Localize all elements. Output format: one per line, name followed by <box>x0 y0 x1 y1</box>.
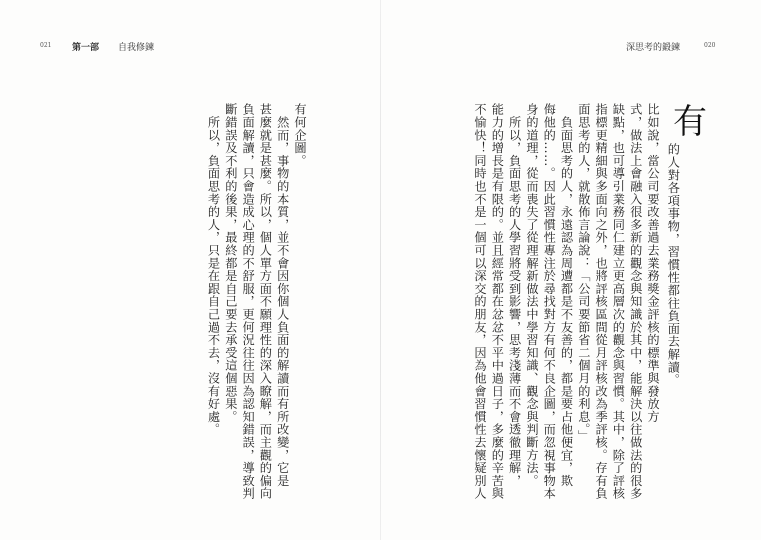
left-chapter-title: 自我修鍊 <box>118 43 155 53</box>
text-column: 有何企圖。 <box>293 103 307 167</box>
right-chapter-title: 深思考的鍛鍊 <box>626 43 681 53</box>
text-column: 指標更精細與多面向之外，也將評核區間從月評核改為季評核。存有負 <box>594 103 609 500</box>
right-page-number: 020 <box>704 42 716 49</box>
text-column: 面思考的人，就散佈言論說：「公司要節省二個月的利息。」 <box>576 103 591 443</box>
text-column: 所以，負面思考的人，只是在跟自己過不去，沒有好處。 <box>206 103 221 436</box>
text-column: 斷錯誤及不利的後果，最終都是自己要去承受這個惡果。 <box>223 103 238 423</box>
text-column: 式，做法上會融入很多新的觀念與知識於其中，能解決以往做法的很多 <box>628 103 643 500</box>
left-part-label: 第一部 <box>72 43 100 53</box>
left-page-body <box>188 103 308 500</box>
text-column: 比如說，當公司要改善過去業務獎金評核的標準與發放方 <box>646 103 660 423</box>
text-column: 負面解讀，只會造成心理的不舒服，更何況往往因為認知錯誤，導致判 <box>241 103 256 500</box>
page-gutter <box>380 0 381 540</box>
text-column: 負面思考的人，永遠認為周遭都是不友善的，都是要占他便宜，欺 <box>559 103 574 487</box>
left-page-number: 021 <box>40 42 52 49</box>
text-column: 能力的增長是有限的。並且經常都在忿忿不平中過日子，多麼的辛苦與 <box>490 103 505 500</box>
text-column: 不愉快！同時也不是一個可以深交的朋友，因為他會習慣性去懷疑別人 <box>473 103 488 500</box>
text-column: 的人對各項事物，習慣性都往負面去解讀。 <box>666 143 681 387</box>
right-page-body <box>456 103 661 500</box>
text-column: 侮他的……。因此習慣性專注於尋找對方有何不良企圖，而忽視事物本 <box>542 103 557 500</box>
text-column: 然而，事物的本質，並不會因你個人負面的解讀而有所改變，它是 <box>275 103 290 487</box>
text-column: 所以，負面思考的人學習將受到影響，思考淺薄而不會透徹理解， <box>507 103 522 487</box>
drop-cap: 有 <box>673 102 707 142</box>
text-column: 身的道理，從而喪失了從理解新做法中學習知識、觀念與判斷方法。 <box>524 103 539 487</box>
right-col-1 <box>664 143 681 386</box>
text-column: 缺點，也可導引業務同仁建立更高層次的觀念與習慣。其中，除了評核 <box>611 103 626 500</box>
text-column: 甚麼就是甚麼。所以，個人單方面不願理性的深入瞭解，而主觀的偏向 <box>258 103 273 500</box>
